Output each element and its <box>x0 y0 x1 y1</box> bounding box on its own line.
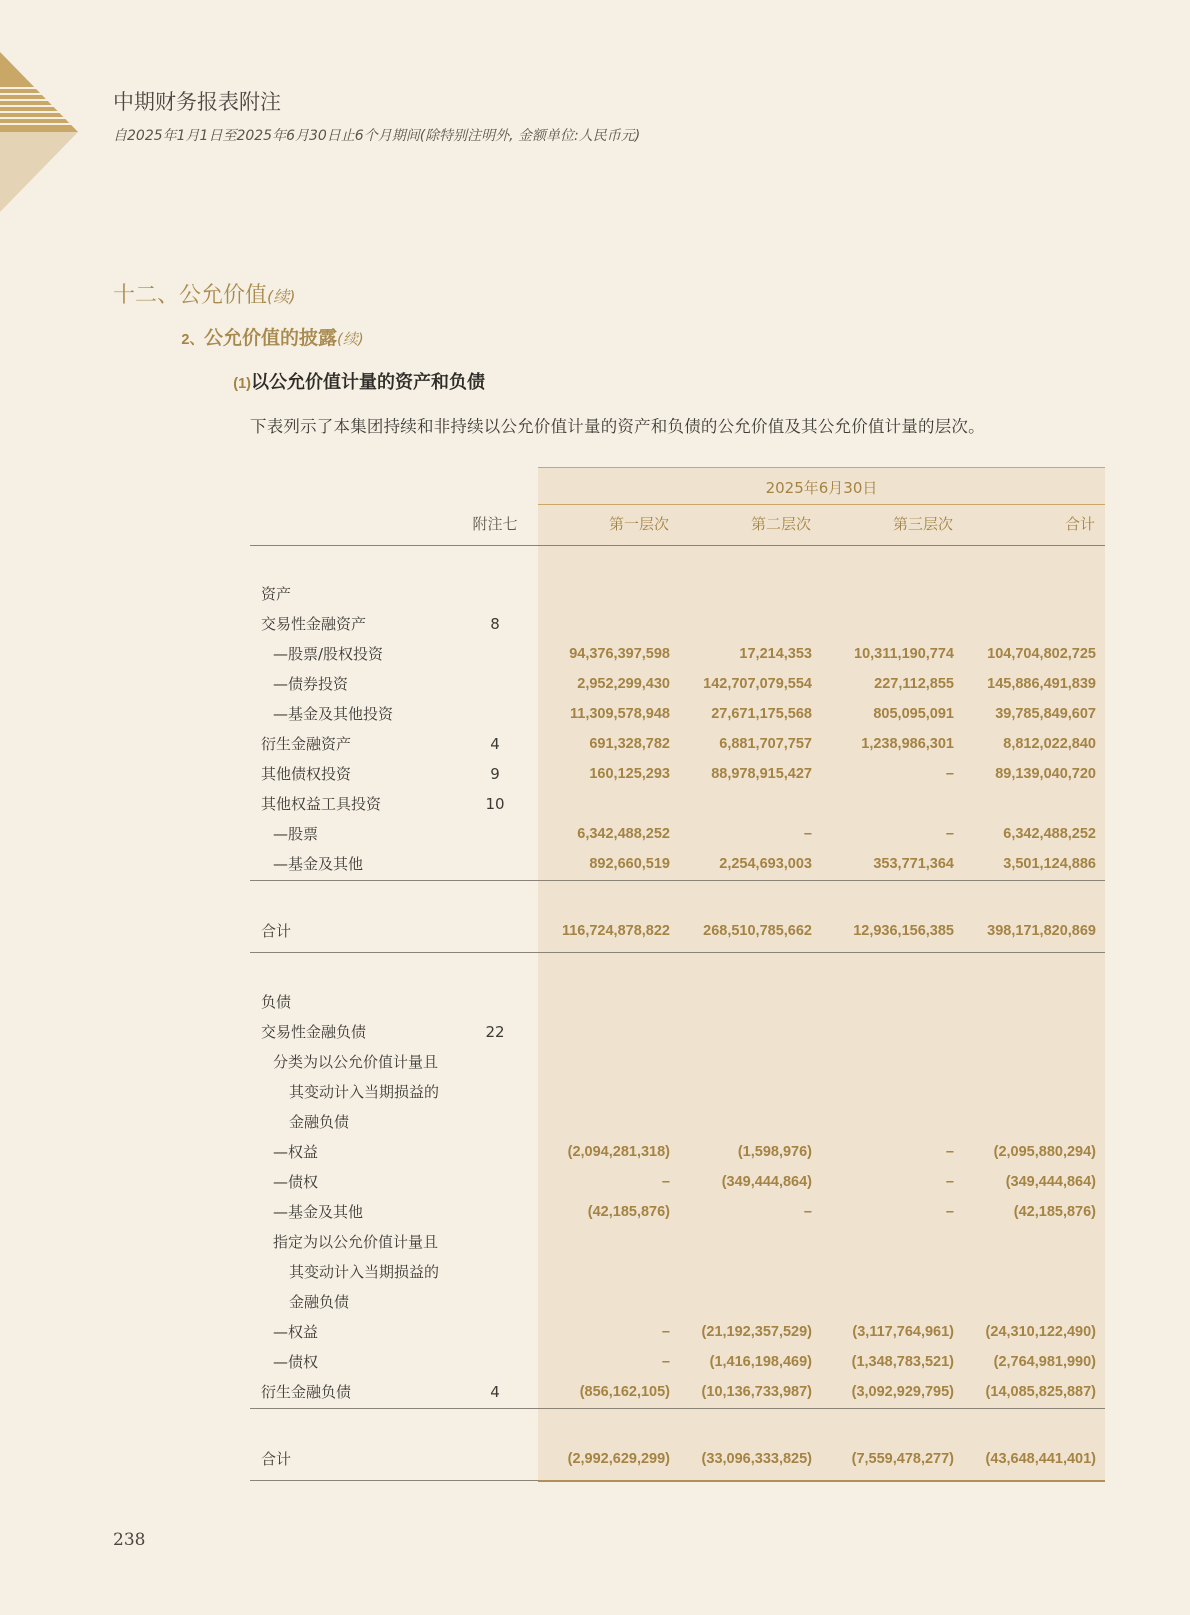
row-value: – <box>803 826 812 842</box>
row-value: 805,095,091 <box>873 706 954 722</box>
col-header-level2: 第二层次 <box>750 515 811 533</box>
row-value: 892,660,519 <box>589 856 670 872</box>
row-note: 22 <box>485 1023 505 1041</box>
row-label: 其变动计入当期损益的 <box>289 1083 440 1101</box>
row-value: – <box>945 1174 954 1190</box>
item-title-text: 以公允价值计量的资产和负债 <box>251 372 485 393</box>
row-label: —权益 <box>273 1143 319 1161</box>
row-value: (2,095,880,294) <box>993 1144 1096 1160</box>
row-value: 27,671,175,568 <box>711 706 812 722</box>
row-label: 其他权益工具投资 <box>261 795 382 813</box>
row-value: 88,978,915,427 <box>711 766 812 782</box>
row-value: 160,125,293 <box>589 766 670 782</box>
row-value: – <box>945 826 954 842</box>
row-value: (2,094,281,318) <box>567 1144 670 1160</box>
row-label: 衍生金融资产 <box>261 735 352 753</box>
row-value: (42,185,876) <box>1013 1204 1096 1220</box>
row-value: 2,952,299,430 <box>577 676 670 692</box>
row-value: 6,881,707,757 <box>719 736 812 752</box>
row-note: 10 <box>485 795 505 813</box>
row-value: 8,812,022,840 <box>1003 736 1096 752</box>
section-title-cont: (续) <box>267 287 296 306</box>
row-value: (3,092,929,795) <box>851 1384 954 1400</box>
row-value: (2,992,629,299) <box>567 1451 670 1467</box>
header-subtitle: 自2025年1月1日至2025年6月30日止6个月期间(除特别注明外, 金额单位:人民币元) <box>113 128 641 144</box>
row-value: 17,214,353 <box>739 646 812 662</box>
row-label: —基金及其他投资 <box>273 705 394 723</box>
row-note: 9 <box>490 765 500 783</box>
row-label: 资产 <box>261 585 292 603</box>
row-note: 4 <box>490 1383 500 1401</box>
row-value: 89,139,040,720 <box>995 766 1096 782</box>
row-value: 691,328,782 <box>589 736 670 752</box>
row-value: (21,192,357,529) <box>701 1324 812 1340</box>
subsection-title <box>158 323 364 350</box>
row-value: 227,112,855 <box>874 676 954 692</box>
row-note: 8 <box>490 615 500 633</box>
row-value: 268,510,785,662 <box>703 923 812 939</box>
row-value: – <box>945 1204 954 1220</box>
row-label: 金融负债 <box>289 1113 350 1131</box>
row-label: 其变动计入当期损益的 <box>289 1263 440 1281</box>
section-title-text: 十二、公允价值 <box>113 283 268 308</box>
row-value: (1,348,783,521) <box>851 1354 954 1370</box>
row-label: 合计 <box>261 922 292 940</box>
header-rule <box>250 545 1105 546</box>
row-value: – <box>661 1324 670 1340</box>
row-label: —基金及其他 <box>273 855 364 873</box>
row-label: —债权 <box>273 1353 319 1371</box>
row-label: —债券投资 <box>273 675 349 693</box>
table-top-rule <box>538 467 1105 468</box>
row-value: (349,444,864) <box>1005 1174 1096 1190</box>
row-label: 负债 <box>261 993 292 1011</box>
row-value: (349,444,864) <box>721 1174 812 1190</box>
row-value: 145,886,491,839 <box>987 676 1096 692</box>
subsection-title-cont: (续) <box>337 330 364 348</box>
corner-decoration <box>0 0 90 220</box>
row-value: (7,559,478,277) <box>851 1451 954 1467</box>
period-underline <box>538 504 1105 505</box>
row-label: 指定为以公允价值计量且 <box>273 1233 439 1251</box>
row-value: (43,648,441,401) <box>985 1451 1096 1467</box>
item-number: (1) <box>233 376 251 392</box>
row-label: 合计 <box>261 1450 292 1468</box>
liabilities-total-rule-right <box>538 1480 1105 1482</box>
row-value: 6,342,488,252 <box>577 826 670 842</box>
row-value: 116,724,878,822 <box>561 923 670 939</box>
row-value: – <box>945 766 954 782</box>
row-label: 金融负债 <box>289 1293 350 1311</box>
section-title <box>113 278 296 309</box>
row-label: —债权 <box>273 1173 319 1191</box>
header-title: 中期财务报表附注 <box>113 90 281 114</box>
item-title <box>203 368 485 394</box>
row-value: 3,501,124,886 <box>1003 856 1096 872</box>
row-value: (856,162,105) <box>579 1384 670 1400</box>
row-label: 交易性金融资产 <box>261 615 367 633</box>
row-label: 分类为以公允价值计量且 <box>273 1053 439 1071</box>
row-value: – <box>945 1144 954 1160</box>
row-value: 142,707,079,554 <box>703 676 812 692</box>
row-value: (33,096,333,825) <box>701 1451 812 1467</box>
row-value: 1,238,986,301 <box>861 736 954 752</box>
page-number: 238 <box>113 1530 146 1550</box>
row-label: 衍生金融负债 <box>261 1383 352 1401</box>
liabilities-subtotal-rule <box>250 1408 1105 1409</box>
row-value: 94,376,397,598 <box>569 646 670 662</box>
col-header-total: 合计 <box>1064 515 1095 533</box>
note-column-header: 附注七 <box>472 515 518 533</box>
row-value: (1,598,976) <box>737 1144 812 1160</box>
row-value: (10,136,733,987) <box>701 1384 812 1400</box>
row-value: – <box>803 1204 812 1220</box>
liabilities-total-rule-left <box>250 1480 538 1481</box>
subsection-title-text: 公允价值的披露 <box>204 327 338 349</box>
row-value: (3,117,764,961) <box>852 1324 954 1340</box>
row-value: – <box>661 1174 670 1190</box>
row-value: 39,785,849,607 <box>995 706 1096 722</box>
subsection-number: 2、 <box>181 332 204 348</box>
period-header: 2025年6月30日 <box>765 479 878 497</box>
row-value: 353,771,364 <box>873 856 954 872</box>
row-value: 11,309,578,948 <box>570 706 670 722</box>
row-value: (14,085,825,887) <box>985 1384 1096 1400</box>
row-value: (24,310,122,490) <box>985 1324 1096 1340</box>
row-value: 398,171,820,869 <box>987 923 1096 939</box>
row-value: (42,185,876) <box>587 1204 670 1220</box>
row-label: —股票 <box>273 825 319 843</box>
intro-paragraph: 下表列示了本集团持续和非持续以公允价值计量的资产和负债的公允价值及其公允价值计量的层次。 <box>250 417 985 436</box>
row-label: 交易性金融负债 <box>261 1023 367 1041</box>
row-note: 4 <box>490 735 500 753</box>
row-value: 104,704,802,725 <box>987 646 1096 662</box>
row-value: 12,936,156,385 <box>853 923 954 939</box>
col-header-level3: 第三层次 <box>892 515 953 533</box>
row-value: 10,311,190,774 <box>854 646 954 662</box>
row-value: – <box>661 1354 670 1370</box>
assets-total-rule <box>250 952 1105 953</box>
row-value: (1,416,198,469) <box>709 1354 812 1370</box>
row-label: —基金及其他 <box>273 1203 364 1221</box>
col-header-level1: 第一层次 <box>608 515 669 533</box>
row-label: 其他债权投资 <box>261 765 352 783</box>
row-label: —权益 <box>273 1323 319 1341</box>
row-value: 6,342,488,252 <box>1003 826 1096 842</box>
row-label: —股票/股权投资 <box>273 645 384 663</box>
assets-subtotal-rule <box>250 880 1105 881</box>
row-value: (2,764,981,990) <box>993 1354 1096 1370</box>
row-value: 2,254,693,003 <box>719 856 812 872</box>
